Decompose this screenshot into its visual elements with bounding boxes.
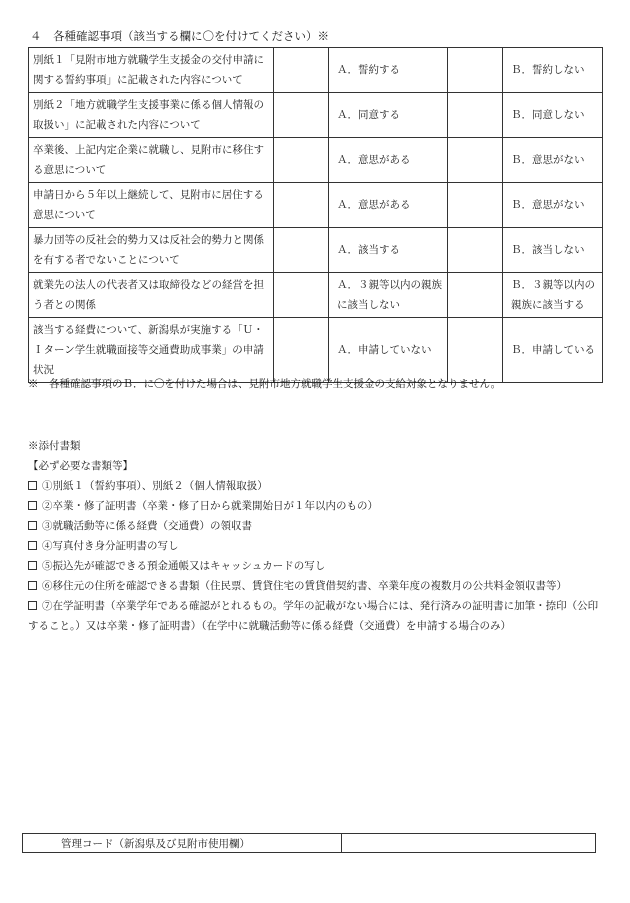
attachment-label: ⑦在学証明書（卒業学年である確認がとれるもの。学年の記載がない場合には、発行済みの証明書に加筆・捺印（公印すること。）又は卒業・修了証明書）（在学中に就職活動等に係る経費（交通費）を申請する場合のみ） xyxy=(28,600,599,632)
table-row xyxy=(29,228,603,273)
table-row xyxy=(29,48,603,93)
attachment-item xyxy=(28,596,608,636)
attachment-label: ①別紙１（誓約事項）、別紙２（個人情報取扱） xyxy=(42,480,268,492)
circle-cell-b[interactable] xyxy=(448,138,503,183)
attachment-label: ⑥移住元の住所を確認できる書類（住民票、賃貸住宅の賃貸借契約書、卒業年度の複数月の公共料金領収書等） xyxy=(42,580,567,592)
option-a: Ａ．該当する xyxy=(329,228,448,273)
option-b: Ｂ．該当しない xyxy=(503,228,603,273)
circle-cell-a[interactable] xyxy=(274,138,329,183)
checkbox[interactable] xyxy=(28,541,37,550)
attachment-item xyxy=(28,576,608,596)
management-code-label: 管理コード（新潟県及び見附市使用欄） xyxy=(23,834,342,853)
circle-cell-a[interactable] xyxy=(274,93,329,138)
attachment-item xyxy=(28,496,608,516)
attachment-label: ②卒業・修了証明書（卒業・修了日から就業開始日が１年以内のもの） xyxy=(42,500,378,512)
circle-cell-a[interactable] xyxy=(274,183,329,228)
checkbox[interactable] xyxy=(28,501,37,510)
checkbox[interactable] xyxy=(28,521,37,530)
confirm-item-text: 申請日から５年以上継続して、見附市に居住する意思について xyxy=(29,183,274,228)
circle-cell-a[interactable] xyxy=(274,318,329,383)
section-title: ４ 各種確認事項（該当する欄に〇を付けてください）※ xyxy=(30,29,329,43)
checkbox[interactable] xyxy=(28,581,37,590)
table-row xyxy=(29,183,603,228)
attachment-label: ④写真付き身分証明書の写し xyxy=(42,540,179,552)
circle-cell-a[interactable] xyxy=(274,228,329,273)
option-a: Ａ．申請していない xyxy=(329,318,448,383)
option-a: Ａ．意思がある xyxy=(329,183,448,228)
ineligibility-note: ※ 各種確認事項のＢ．に〇を付けた場合は、見附市地方就職学生支援金の支給対象となりません。 xyxy=(28,378,502,390)
confirm-item-text: 暴力団等の反社会的勢力又は反社会的勢力と関係を有する者でないことについて xyxy=(29,228,274,273)
attachment-label: ③就職活動等に係る経費（交通費）の領収書 xyxy=(42,520,252,532)
confirm-item-text: 別紙２「地方就職学生支援事業に係る個人情報の取扱い」に記載された内容について xyxy=(29,93,274,138)
attachments-section xyxy=(28,436,608,636)
option-b: Ｂ．同意しない xyxy=(503,93,603,138)
confirm-item-text: 該当する経費について、新潟県が実施する「Ｕ・Ｉターン学生就職面接等交通費助成事業」の申請状況 xyxy=(29,318,274,383)
circle-cell-b[interactable] xyxy=(448,183,503,228)
circle-cell-a[interactable] xyxy=(274,48,329,93)
management-code-table xyxy=(22,833,596,853)
circle-cell-b[interactable] xyxy=(448,48,503,93)
attachment-label: ⑤振込先が確認できる預金通帳又はキャッシュカードの写し xyxy=(42,560,326,572)
circle-cell-b[interactable] xyxy=(448,228,503,273)
confirm-item-text: 卒業後、上記内定企業に就職し、見附市に移住する意思について xyxy=(29,138,274,183)
attachment-item xyxy=(28,516,608,536)
checkbox[interactable] xyxy=(28,601,37,610)
table-row xyxy=(29,138,603,183)
circle-cell-b[interactable] xyxy=(448,93,503,138)
table-row xyxy=(29,318,603,383)
table-row xyxy=(29,273,603,318)
circle-cell-a[interactable] xyxy=(274,273,329,318)
option-b: Ｂ．申請している xyxy=(503,318,603,383)
attachments-heading: ※添付書類 xyxy=(28,440,81,452)
option-a: Ａ．同意する xyxy=(329,93,448,138)
option-b: Ｂ．誓約しない xyxy=(503,48,603,93)
confirm-item-text: 別紙１「見附市地方就職学生支援金の交付申請に関する誓約事項」に記載された内容について xyxy=(29,48,274,93)
table-row xyxy=(29,93,603,138)
circle-cell-b[interactable] xyxy=(448,273,503,318)
option-b: Ｂ．意思がない xyxy=(503,183,603,228)
confirmation-table xyxy=(28,47,603,383)
confirm-item-text: 就業先の法人の代表者又は取締役などの経営を担う者との関係 xyxy=(29,273,274,318)
option-b: Ｂ．３親等以内の親族に該当する xyxy=(503,273,603,318)
option-b: Ｂ．意思がない xyxy=(503,138,603,183)
management-code-field[interactable] xyxy=(342,834,596,853)
attachment-item xyxy=(28,556,608,576)
circle-cell-b[interactable] xyxy=(448,318,503,383)
option-a: Ａ．誓約する xyxy=(329,48,448,93)
checkbox[interactable] xyxy=(28,561,37,570)
option-a: Ａ．意思がある xyxy=(329,138,448,183)
checkbox[interactable] xyxy=(28,481,37,490)
option-a: Ａ．３親等以内の親族に該当しない xyxy=(329,273,448,318)
attachment-item xyxy=(28,536,608,556)
attachment-item xyxy=(28,476,608,496)
attachments-subheading: 【必ず必要な書類等】 xyxy=(28,460,133,472)
